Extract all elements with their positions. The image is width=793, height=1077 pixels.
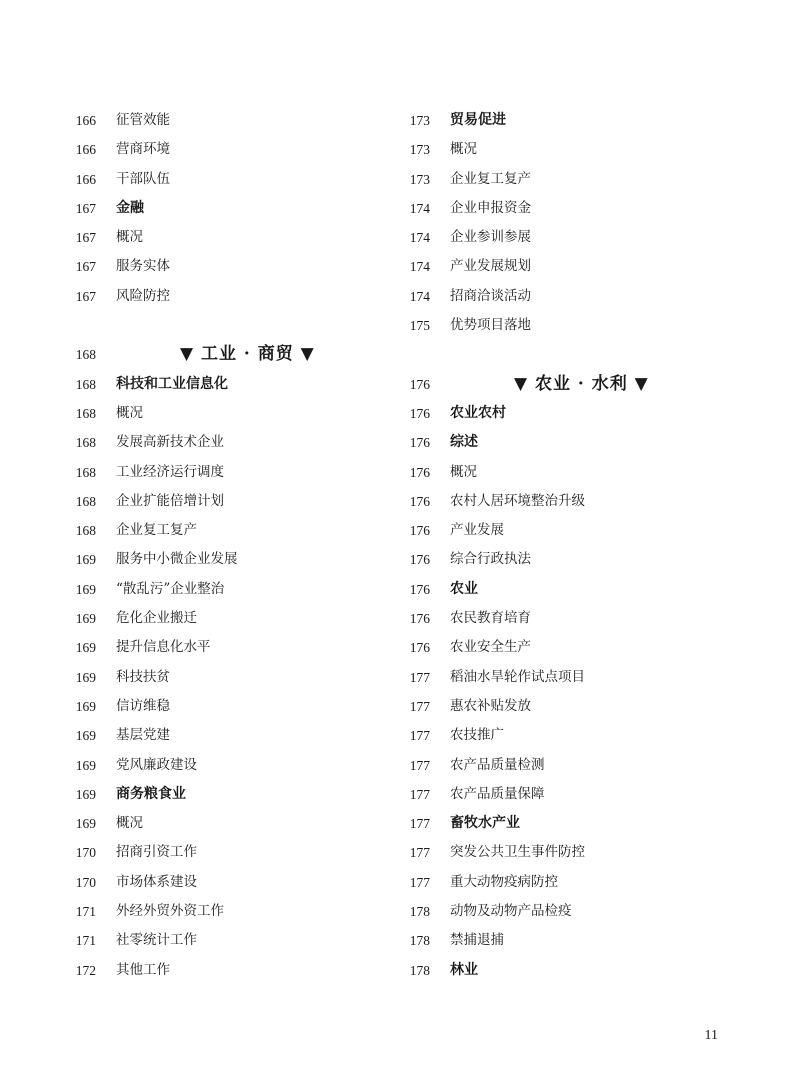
toc-entry-title: ▼ 工业 · 商贸 ▼ bbox=[180, 344, 315, 365]
toc-page-number: 174 bbox=[409, 200, 430, 216]
toc-entry bbox=[68, 487, 368, 516]
toc-page-number: 167 bbox=[75, 230, 96, 246]
toc-entry-title: 贸易促进 bbox=[450, 112, 506, 128]
toc-entry bbox=[68, 604, 368, 633]
toc-page-number: 177 bbox=[409, 698, 430, 714]
toc-entry-title: 其他工作 bbox=[116, 961, 170, 978]
toc-page-number: 173 bbox=[409, 171, 430, 187]
page-number: 11 bbox=[704, 1028, 718, 1043]
toc-entry-title: 干部队伍 bbox=[116, 170, 170, 187]
toc-entry-title: 农业安全生产 bbox=[450, 639, 531, 656]
toc-entry-title: 党风廉政建设 bbox=[116, 756, 197, 773]
toc-entry-title: 农民教育培育 bbox=[450, 610, 531, 627]
toc-entry-title: 企业申报资金 bbox=[450, 199, 531, 216]
toc-page-number: 176 bbox=[409, 493, 430, 509]
toc-entry-title: 农业农村 bbox=[450, 404, 506, 421]
toc-page-number: 169 bbox=[75, 698, 96, 714]
toc-page-number: 170 bbox=[75, 845, 96, 861]
toc-entry-title: 招商洽谈活动 bbox=[450, 287, 531, 304]
toc-entry bbox=[402, 282, 702, 311]
toc-entry-title: 提升信息化水平 bbox=[116, 639, 211, 656]
toc-category-entry bbox=[68, 780, 368, 809]
toc-category-entry bbox=[68, 370, 368, 399]
toc-page-number: 176 bbox=[409, 464, 430, 480]
toc-entry-title: 重大动物疫病防控 bbox=[450, 873, 558, 890]
toc-entry bbox=[68, 223, 368, 252]
toc-entry-title: 发展高新技术企业 bbox=[116, 434, 224, 451]
toc-entry-title: 基层党建 bbox=[116, 727, 170, 744]
toc-spacer bbox=[402, 340, 702, 369]
toc-entry-title: 产业发展 bbox=[450, 522, 504, 539]
toc-entry-title: 林业 bbox=[450, 961, 478, 978]
toc-entry bbox=[68, 575, 368, 604]
toc-entry bbox=[68, 428, 368, 457]
toc-entry-title: 概况 bbox=[450, 463, 477, 480]
toc-page-number: 174 bbox=[409, 230, 430, 246]
toc-entry bbox=[402, 252, 702, 281]
toc-entry-title: ▼ 农业 · 水利 ▼ bbox=[514, 373, 649, 394]
toc-page-number: 173 bbox=[409, 142, 430, 158]
toc-entry-title: 营商环境 bbox=[116, 141, 170, 158]
toc-page-number: 167 bbox=[75, 200, 96, 216]
toc-entry-title: 征管效能 bbox=[116, 112, 170, 128]
toc-entry bbox=[68, 751, 368, 780]
toc-entry bbox=[68, 282, 368, 311]
toc-entry-title: 风险防控 bbox=[116, 287, 170, 304]
toc-page-number: 176 bbox=[409, 405, 430, 421]
toc-page-number: 169 bbox=[75, 581, 96, 597]
toc-entry-title: 企业复工复产 bbox=[450, 170, 531, 187]
toc-page-number: 177 bbox=[409, 728, 430, 744]
toc-entry-title: 外经外贸外资工作 bbox=[116, 903, 224, 920]
toc-page-number: 178 bbox=[409, 962, 430, 978]
toc-page-number: 176 bbox=[409, 611, 430, 627]
toc-page-number: 166 bbox=[75, 171, 96, 187]
toc-page-number: 169 bbox=[75, 728, 96, 744]
toc-entry-title: 商务粮食业 bbox=[116, 785, 186, 802]
toc-entry bbox=[68, 252, 368, 281]
toc-entry-title: 概况 bbox=[116, 815, 143, 832]
toc-spacer bbox=[68, 311, 368, 340]
toc-page-number: 171 bbox=[75, 904, 96, 920]
toc-page-number: 170 bbox=[75, 874, 96, 890]
toc-entry-title: 优势项目落地 bbox=[450, 317, 531, 334]
toc-category-entry bbox=[402, 809, 702, 838]
toc-entry bbox=[68, 897, 368, 926]
toc-entry-title: 农村人居环境整治升级 bbox=[450, 492, 585, 509]
toc-entry bbox=[402, 165, 702, 194]
toc-entry-title: 农业 bbox=[450, 580, 478, 597]
toc-entry bbox=[402, 604, 702, 633]
toc-column-left bbox=[68, 106, 368, 985]
toc-entry-title: 工业经济运行调度 bbox=[116, 463, 224, 480]
toc-entry-title: 服务实体 bbox=[116, 258, 170, 275]
toc-entry bbox=[68, 868, 368, 897]
toc-category-entry bbox=[402, 399, 702, 428]
toc-entry bbox=[402, 223, 702, 252]
toc-page-number: 168 bbox=[75, 376, 96, 392]
toc-page-number: 173 bbox=[409, 113, 430, 128]
toc-entry bbox=[402, 897, 702, 926]
toc-page-number: 168 bbox=[75, 464, 96, 480]
toc-entry bbox=[402, 926, 702, 955]
toc-entry-title: 社零统计工作 bbox=[116, 932, 197, 949]
toc-entry bbox=[402, 780, 702, 809]
toc-entry bbox=[402, 751, 702, 780]
toc-entry-title: 企业复工复产 bbox=[116, 522, 197, 539]
toc-page-number: 168 bbox=[75, 405, 96, 421]
toc-page-number: 168 bbox=[75, 493, 96, 509]
toc-entry-title: 危化企业搬迁 bbox=[116, 610, 197, 627]
toc-page-number: 177 bbox=[409, 757, 430, 773]
toc-page-number: 169 bbox=[75, 552, 96, 568]
toc-page-number: 167 bbox=[75, 288, 96, 304]
toc-entry-title: 概况 bbox=[116, 404, 143, 421]
toc-entry-title: 综合行政执法 bbox=[450, 551, 531, 568]
toc-entry-title: 惠农补贴发放 bbox=[450, 697, 531, 714]
toc-entry bbox=[402, 487, 702, 516]
toc-page-number: 176 bbox=[409, 376, 430, 392]
toc-entry-title: “散乱污”企业整治 bbox=[116, 580, 225, 597]
toc-page-number: 171 bbox=[75, 933, 96, 949]
toc-entry bbox=[68, 926, 368, 955]
toc-entry-title: 企业参训参展 bbox=[450, 229, 531, 246]
toc-entry bbox=[402, 516, 702, 545]
toc-entry bbox=[68, 721, 368, 750]
toc-page-number: 177 bbox=[409, 874, 430, 890]
toc-entry-title: 综述 bbox=[450, 434, 478, 451]
toc-page-number: 177 bbox=[409, 786, 430, 802]
toc-category-entry bbox=[402, 956, 702, 985]
toc-entry bbox=[68, 106, 368, 135]
toc-page-number: 177 bbox=[409, 845, 430, 861]
toc-category-entry bbox=[402, 106, 702, 135]
toc-entry bbox=[68, 545, 368, 574]
toc-entry bbox=[402, 663, 702, 692]
toc-entry bbox=[402, 721, 702, 750]
toc-page-number: 169 bbox=[75, 611, 96, 627]
toc-page-number: 169 bbox=[75, 640, 96, 656]
toc-entry-title: 农产品质量保障 bbox=[450, 785, 545, 802]
toc-page-number: 169 bbox=[75, 786, 96, 802]
toc-entry-title: 服务中小微企业发展 bbox=[116, 551, 238, 568]
toc-entry bbox=[402, 311, 702, 340]
toc-entry-title: 科技和工业信息化 bbox=[116, 375, 228, 392]
toc-entry-title: 农产品质量检测 bbox=[450, 756, 545, 773]
toc-entry bbox=[68, 809, 368, 838]
toc-entry-title: 产业发展规划 bbox=[450, 258, 531, 275]
toc-entry bbox=[68, 458, 368, 487]
toc-entry-title: 信访维稳 bbox=[116, 697, 170, 714]
toc-entry bbox=[68, 165, 368, 194]
toc-entry bbox=[402, 135, 702, 164]
toc-page-number: 168 bbox=[75, 523, 96, 539]
toc-entry bbox=[68, 135, 368, 164]
toc-entry bbox=[68, 692, 368, 721]
toc-section-heading bbox=[68, 340, 368, 369]
toc-page-number: 172 bbox=[75, 962, 96, 978]
toc-entry-title: 突发公共卫生事件防控 bbox=[450, 844, 585, 861]
toc-entry-title: 概况 bbox=[116, 229, 143, 246]
toc-entry bbox=[68, 516, 368, 545]
toc-entry-title: 稻油水旱轮作试点项目 bbox=[450, 668, 585, 685]
toc-entry bbox=[68, 956, 368, 985]
toc-page-number: 166 bbox=[75, 113, 96, 128]
toc-entry-title: 科技扶贫 bbox=[116, 668, 170, 685]
toc-page-number: 166 bbox=[75, 142, 96, 158]
toc-entry bbox=[402, 545, 702, 574]
toc-entry bbox=[68, 633, 368, 662]
toc-entry-title: 禁捕退捕 bbox=[450, 932, 504, 949]
toc-entry-title: 招商引资工作 bbox=[116, 844, 197, 861]
toc-entry-title: 动物及动物产品检疫 bbox=[450, 903, 572, 920]
toc-page-number: 176 bbox=[409, 640, 430, 656]
toc-entry-title: 农技推广 bbox=[450, 727, 504, 744]
toc-entry-title: 畜牧水产业 bbox=[450, 815, 520, 832]
toc-page-number: 178 bbox=[409, 933, 430, 949]
toc-entry bbox=[402, 633, 702, 662]
toc-page-number: 175 bbox=[409, 318, 430, 334]
toc-page-number: 169 bbox=[75, 757, 96, 773]
toc-category-entry bbox=[402, 575, 702, 604]
toc-entry bbox=[68, 399, 368, 428]
toc-page-number: 176 bbox=[409, 523, 430, 539]
toc-entry bbox=[402, 692, 702, 721]
toc-section-heading bbox=[402, 370, 702, 399]
toc-entry-title: 概况 bbox=[450, 141, 477, 158]
toc-entry bbox=[402, 194, 702, 223]
toc-page-number: 176 bbox=[409, 435, 430, 451]
toc-column-right bbox=[402, 106, 702, 985]
toc-page-number: 169 bbox=[75, 816, 96, 832]
toc-page-number: 178 bbox=[409, 904, 430, 920]
toc-page-number: 176 bbox=[409, 552, 430, 568]
toc-category-entry bbox=[68, 194, 368, 223]
toc-entry-title: 企业扩能倍增计划 bbox=[116, 492, 224, 509]
toc-page-number: 168 bbox=[75, 347, 96, 363]
toc-entry-title: 金融 bbox=[116, 199, 144, 216]
toc-entry bbox=[68, 838, 368, 867]
toc-page-number: 174 bbox=[409, 259, 430, 275]
toc-page-number: 169 bbox=[75, 669, 96, 685]
toc-page-number: 177 bbox=[409, 669, 430, 685]
toc-entry-title: 市场体系建设 bbox=[116, 873, 197, 890]
toc-page-number: 174 bbox=[409, 288, 430, 304]
toc-entry bbox=[402, 838, 702, 867]
toc-entry bbox=[68, 663, 368, 692]
toc-entry bbox=[402, 868, 702, 897]
toc-category-entry bbox=[402, 428, 702, 457]
toc-page-number: 167 bbox=[75, 259, 96, 275]
toc-page-number: 176 bbox=[409, 581, 430, 597]
toc-page-number: 177 bbox=[409, 816, 430, 832]
toc-entry bbox=[402, 458, 702, 487]
toc-page-number: 168 bbox=[75, 435, 96, 451]
